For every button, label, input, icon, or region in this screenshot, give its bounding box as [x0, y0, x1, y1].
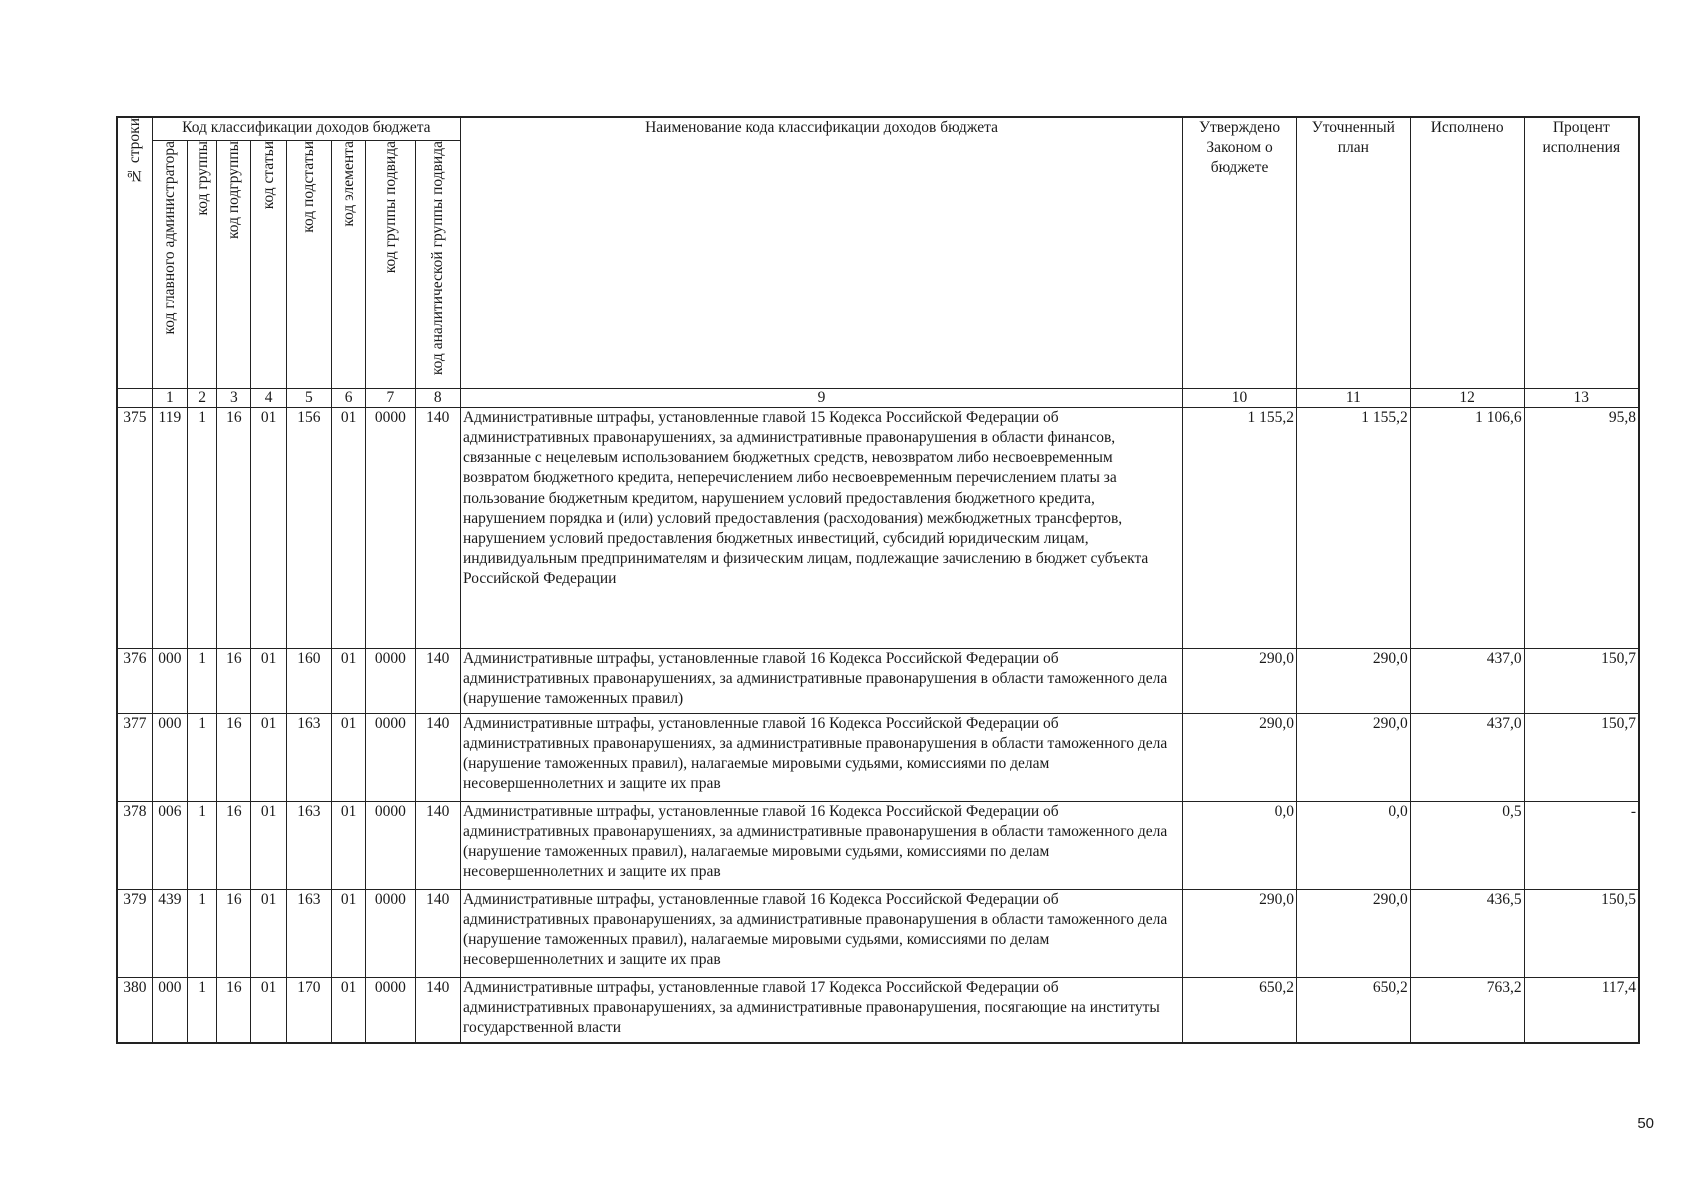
- row-number: 379: [117, 890, 152, 978]
- column-number: 6: [332, 389, 366, 408]
- revenue-name: Административные штрафы, установленные главой 16 Кодекса Российской Федерации об административных правонарушениях, за административные правонарушения в области таможенного дела (нарушение таможенных правил), налагаемые мировыми судьями, комиссиями по делам несовершеннолетних и защите их прав: [460, 890, 1182, 978]
- approved-amount: 290,0: [1183, 649, 1297, 714]
- header-group-code: код группы: [188, 141, 217, 389]
- revenue-name: Административные штрафы, установленные главой 15 Кодекса Российской Федерации об административных правонарушениях, за административные правонарушения в области финансов, связанные с нецелевым использованием бюджетных средств, невозвратом либо несвоевременным возвратом бюджетного кредита, неперечислением либо несвоевременным перечислением платы за пользование бюджетным кредитом, нарушением условий предоставления бюджетного кредита, нарушением порядка и (или) условий предоставления (расходования) межбюджетных трансфертов, нарушением условий предоставления бюджетных инвестиций, субсидий юридическим лицам, индивидуальным предпринимателям и физическим лицам, подлежащие зачислению в бюджет субъекта Российской Федерации: [460, 408, 1182, 649]
- table-row: [117, 408, 1639, 649]
- subtype-group-code: 0000: [366, 649, 415, 714]
- header-admin-code: код главного администратора: [152, 141, 187, 389]
- approved-amount: 0,0: [1183, 802, 1297, 890]
- element-code: 01: [332, 890, 366, 978]
- revenue-name: Административные штрафы, установленные главой 16 Кодекса Российской Федерации об административных правонарушениях, за административные правонарушения в области таможенного дела (нарушение таможенных правил), налагаемые мировыми судьями, комиссиями по делам несовершеннолетних и защите их прав: [460, 714, 1182, 802]
- page-number: 50: [1637, 1115, 1654, 1132]
- plan-amount: 290,0: [1296, 714, 1410, 802]
- executed-amount: 437,0: [1410, 649, 1524, 714]
- header-plan: Уточненный план: [1296, 117, 1410, 389]
- column-number: 3: [217, 389, 251, 408]
- subtype-group-code: 0000: [366, 978, 415, 1044]
- subtype-group-code: 0000: [366, 714, 415, 802]
- header-subtype-group-code: код группы подвида: [366, 141, 415, 389]
- header-executed: Исполнено: [1410, 117, 1524, 389]
- execution-percent: 117,4: [1524, 978, 1639, 1044]
- column-number: 10: [1183, 389, 1297, 408]
- admin-code: 119: [152, 408, 187, 649]
- admin-code: 439: [152, 890, 187, 978]
- table-row: [117, 714, 1639, 802]
- subarticle-code: 163: [286, 714, 331, 802]
- group-code: 1: [188, 649, 217, 714]
- column-number: 1: [152, 389, 187, 408]
- article-code: 01: [251, 978, 286, 1044]
- execution-percent: -: [1524, 802, 1639, 890]
- article-code: 01: [251, 890, 286, 978]
- admin-code: 006: [152, 802, 187, 890]
- element-code: 01: [332, 649, 366, 714]
- subtype-group-code: 0000: [366, 802, 415, 890]
- column-number: 9: [460, 389, 1182, 408]
- element-code: 01: [332, 714, 366, 802]
- revenue-name: Административные штрафы, установленные главой 17 Кодекса Российской Федерации об административных правонарушениях, за административные правонарушения, посягающие на институты государственной власти: [460, 978, 1182, 1044]
- header-article-code: код статьи: [251, 141, 286, 389]
- subarticle-code: 156: [286, 408, 331, 649]
- row-number: 378: [117, 802, 152, 890]
- analytic-group-code: 140: [415, 890, 460, 978]
- subgroup-code: 16: [217, 714, 251, 802]
- subtype-group-code: 0000: [366, 408, 415, 649]
- executed-amount: 763,2: [1410, 978, 1524, 1044]
- column-number: 7: [366, 389, 415, 408]
- subarticle-code: 170: [286, 978, 331, 1044]
- execution-percent: 95,8: [1524, 408, 1639, 649]
- header-classification-code-group: Код классификации доходов бюджета: [152, 117, 460, 141]
- table-row: [117, 802, 1639, 890]
- group-code: 1: [188, 978, 217, 1044]
- column-number: 12: [1410, 389, 1524, 408]
- column-number: 11: [1296, 389, 1410, 408]
- plan-amount: 290,0: [1296, 890, 1410, 978]
- approved-amount: 650,2: [1183, 978, 1297, 1044]
- admin-code: 000: [152, 649, 187, 714]
- row-number: 375: [117, 408, 152, 649]
- approved-amount: 290,0: [1183, 890, 1297, 978]
- column-number: 13: [1524, 389, 1639, 408]
- execution-percent: 150,7: [1524, 714, 1639, 802]
- subgroup-code: 16: [217, 802, 251, 890]
- column-number: 5: [286, 389, 331, 408]
- plan-amount: 1 155,2: [1296, 408, 1410, 649]
- executed-amount: 0,5: [1410, 802, 1524, 890]
- subgroup-code: 16: [217, 649, 251, 714]
- row-number: 376: [117, 649, 152, 714]
- header-analytic-group-code: код аналитической группы подвида: [415, 141, 460, 389]
- element-code: 01: [332, 978, 366, 1044]
- group-code: 1: [188, 714, 217, 802]
- plan-amount: 650,2: [1296, 978, 1410, 1044]
- header-approved: Утверждено Законом о бюджете: [1183, 117, 1297, 389]
- table-row: [117, 890, 1639, 978]
- admin-code: 000: [152, 978, 187, 1044]
- subtype-group-code: 0000: [366, 890, 415, 978]
- row-number: 380: [117, 978, 152, 1044]
- executed-amount: 436,5: [1410, 890, 1524, 978]
- analytic-group-code: 140: [415, 978, 460, 1044]
- group-code: 1: [188, 890, 217, 978]
- analytic-group-code: 140: [415, 802, 460, 890]
- group-code: 1: [188, 802, 217, 890]
- subarticle-code: 160: [286, 649, 331, 714]
- analytic-group-code: 140: [415, 649, 460, 714]
- column-number: [117, 389, 152, 408]
- execution-percent: 150,7: [1524, 649, 1639, 714]
- column-number-row: [117, 389, 1639, 408]
- subgroup-code: 16: [217, 890, 251, 978]
- group-code: 1: [188, 408, 217, 649]
- element-code: 01: [332, 408, 366, 649]
- execution-percent: 150,5: [1524, 890, 1639, 978]
- subarticle-code: 163: [286, 890, 331, 978]
- element-code: 01: [332, 802, 366, 890]
- table-row: [117, 649, 1639, 714]
- subarticle-code: 163: [286, 802, 331, 890]
- budget-revenue-table: [116, 116, 1640, 1044]
- header-name: Наименование кода классификации доходов бюджета: [460, 117, 1182, 389]
- column-number: 2: [188, 389, 217, 408]
- revenue-name: Административные штрафы, установленные главой 16 Кодекса Российской Федерации об административных правонарушениях, за административные правонарушения в области таможенного дела (нарушение таможенных правил), налагаемые мировыми судьями, комиссиями по делам несовершеннолетних и защите их прав: [460, 802, 1182, 890]
- column-number: 8: [415, 389, 460, 408]
- approved-amount: 1 155,2: [1183, 408, 1297, 649]
- article-code: 01: [251, 802, 286, 890]
- subgroup-code: 16: [217, 978, 251, 1044]
- plan-amount: 0,0: [1296, 802, 1410, 890]
- approved-amount: 290,0: [1183, 714, 1297, 802]
- header-percent: Процент исполнения: [1524, 117, 1639, 389]
- row-number: 377: [117, 714, 152, 802]
- executed-amount: 437,0: [1410, 714, 1524, 802]
- analytic-group-code: 140: [415, 714, 460, 802]
- header-row-number: № строки: [117, 117, 152, 389]
- subgroup-code: 16: [217, 408, 251, 649]
- article-code: 01: [251, 714, 286, 802]
- column-number: 4: [251, 389, 286, 408]
- header-subgroup-code: код подгруппы: [217, 141, 251, 389]
- article-code: 01: [251, 408, 286, 649]
- plan-amount: 290,0: [1296, 649, 1410, 714]
- admin-code: 000: [152, 714, 187, 802]
- analytic-group-code: 140: [415, 408, 460, 649]
- executed-amount: 1 106,6: [1410, 408, 1524, 649]
- table-row: [117, 978, 1639, 1044]
- header-subarticle-code: код подстатьи: [286, 141, 331, 389]
- revenue-name: Административные штрафы, установленные главой 16 Кодекса Российской Федерации об административных правонарушениях, за административные правонарушения в области таможенного дела (нарушение таможенных правил): [460, 649, 1182, 714]
- article-code: 01: [251, 649, 286, 714]
- header-element-code: код элемента: [332, 141, 366, 389]
